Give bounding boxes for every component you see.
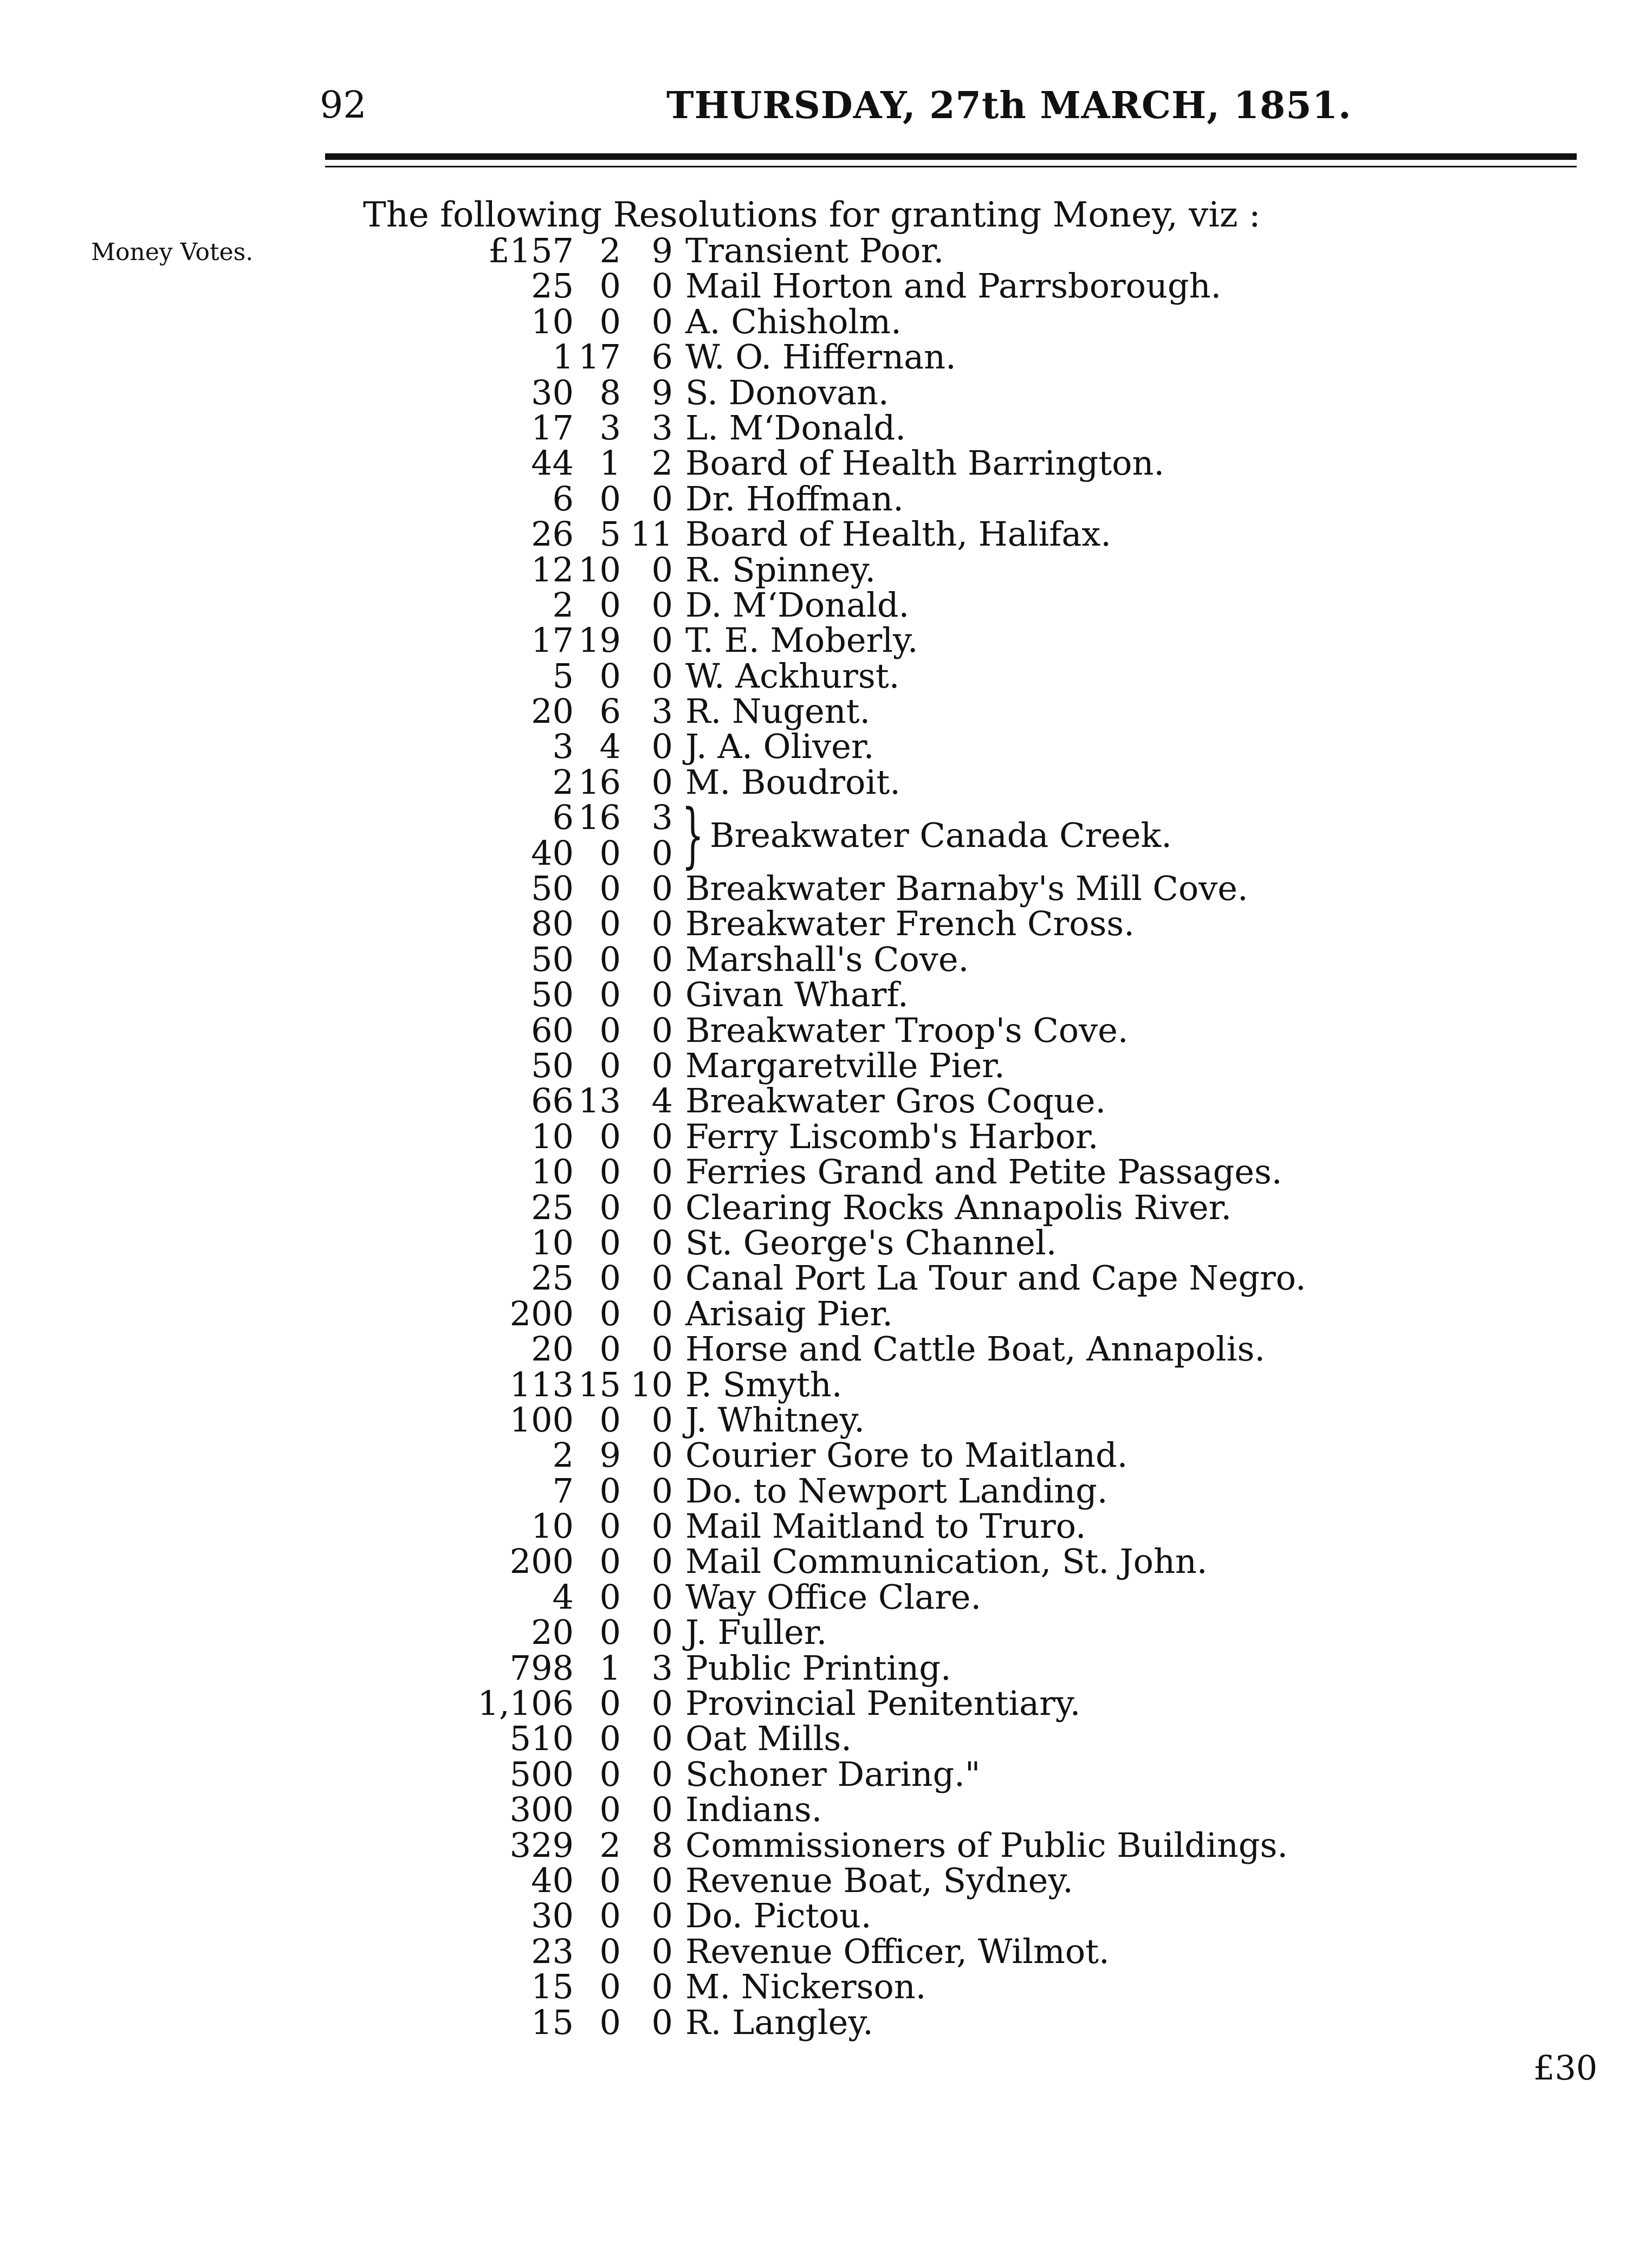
amount-shillings: 6 — [599, 691, 621, 731]
amount-shillings: 4 — [599, 727, 621, 767]
amount-pence: 0 — [651, 1683, 673, 1724]
entry-description: St. George's Channel. — [685, 1222, 1057, 1262]
amount-pounds: 60 — [531, 1010, 574, 1050]
amount-pounds: 2 — [552, 1435, 574, 1475]
amount-pence: 0 — [651, 266, 673, 306]
list-item — [0, 1081, 1652, 1121]
amount-shillings: 0 — [599, 1683, 621, 1724]
list-item — [0, 337, 1652, 377]
amount-pounds: 23 — [531, 1931, 574, 1971]
list-item — [0, 2002, 1652, 2042]
amount-pounds: 200 — [509, 1293, 574, 1333]
amount-pounds: 25 — [531, 1187, 574, 1227]
amount-shillings: 0 — [599, 478, 621, 519]
list-item — [0, 587, 1652, 623]
amount-pence: 0 — [651, 1754, 673, 1794]
entry-description: J. Fuller. — [685, 1612, 827, 1653]
entry-description: Courier Gore to Maitland. — [685, 1435, 1128, 1475]
list-item — [0, 1152, 1652, 1192]
entry-description: R. Langley. — [685, 2002, 873, 2042]
amount-shillings: 0 — [599, 1896, 621, 1936]
entry-description: Clearing Rocks Annapolis River. — [685, 1187, 1232, 1227]
list-item — [0, 1116, 1652, 1156]
amount-pounds: 329 — [509, 1825, 574, 1865]
entry-description: Revenue Boat, Sydney. — [685, 1860, 1073, 1900]
list-item — [0, 478, 1652, 519]
amount-pounds: 1,106 — [477, 1683, 574, 1724]
amount-pounds: 17 — [531, 620, 574, 660]
amount-pounds: 10 — [531, 1506, 574, 1546]
amount-pence: 0 — [651, 1577, 673, 1617]
amount-pounds: 100 — [509, 1400, 574, 1440]
amount-shillings: 0 — [599, 939, 621, 979]
amount-pence: 0 — [651, 1719, 673, 1759]
header-rule-thick — [325, 153, 1577, 160]
amount-shillings: 0 — [599, 1790, 621, 1830]
amount-pounds: 20 — [531, 691, 574, 731]
amount-pence: 0 — [651, 1045, 673, 1085]
list-item — [0, 620, 1652, 660]
entry-description: Transient Poor. — [685, 231, 944, 270]
list-item — [0, 1258, 1652, 1298]
amount-pounds: 1 — [552, 337, 574, 377]
entry-description: Canal Port La Tour and Cape Negro. — [685, 1258, 1306, 1298]
amount-pounds: 50 — [531, 939, 574, 979]
amount-pounds: 44 — [531, 443, 574, 483]
amount-shillings: 0 — [599, 1612, 621, 1653]
list-item — [0, 1579, 1652, 1615]
amount-shillings: 0 — [599, 1258, 621, 1298]
amount-shillings: 0 — [599, 1293, 621, 1333]
entry-description: Commissioners of Public Buildings. — [685, 1825, 1288, 1865]
amount-pounds: 25 — [531, 266, 574, 306]
amount-shillings: 0 — [599, 1967, 621, 2007]
amount-pence: 0 — [651, 762, 673, 802]
money-votes-list — [0, 233, 1652, 2040]
entry-description: T. E. Moberly. — [685, 620, 918, 660]
list-item — [0, 372, 1652, 412]
amount-pence: 0 — [651, 1293, 673, 1333]
entry-description: Indians. — [685, 1790, 822, 1830]
amount-pounds: 2 — [552, 585, 574, 625]
amount-pence: 0 — [651, 2002, 673, 2042]
entry-description: W. O. Hiffernan. — [685, 337, 956, 377]
amount-pence: 0 — [651, 939, 673, 979]
amount-pounds: 25 — [531, 1258, 574, 1298]
amount-pence: 3 — [651, 407, 673, 448]
amount-shillings: 10 — [578, 549, 621, 589]
entry-description: Breakwater Barnaby's Mill Cove. — [685, 869, 1248, 909]
amount-pence: 0 — [651, 1541, 673, 1582]
entry-description: Do. Pictou. — [685, 1896, 872, 1936]
list-item — [0, 1612, 1652, 1653]
amount-shillings: 0 — [599, 833, 621, 873]
list-item — [0, 1860, 1652, 1900]
amount-pence: 0 — [651, 727, 673, 767]
entry-description: Arisaig Pier. — [685, 1293, 893, 1333]
amount-pence: 0 — [651, 656, 673, 696]
list-item — [0, 869, 1652, 909]
entry-description: R. Nugent. — [685, 691, 871, 731]
amount-pence: 0 — [651, 1116, 673, 1156]
amount-pence: 0 — [651, 1931, 673, 1971]
amount-shillings: 0 — [599, 266, 621, 306]
list-item — [0, 1931, 1652, 1971]
amount-shillings: 0 — [599, 975, 621, 1015]
entry-description: J. Whitney. — [685, 1400, 865, 1440]
entry-description: Mail Horton and Parrsborough. — [685, 266, 1222, 306]
amount-pounds: 50 — [531, 869, 574, 909]
entry-description: Breakwater French Cross. — [685, 904, 1135, 944]
amount-pounds: 80 — [531, 904, 574, 944]
amount-pence: 3 — [651, 1648, 673, 1688]
amount-shillings: 17 — [578, 337, 621, 377]
amount-pence: 3 — [651, 798, 673, 838]
list-item — [0, 1754, 1652, 1794]
amount-pence: 6 — [651, 337, 673, 377]
amount-shillings: 0 — [599, 1931, 621, 1971]
amount-shillings: 0 — [599, 904, 621, 944]
amount-pounds: 798 — [509, 1648, 574, 1688]
amount-shillings: 0 — [599, 1045, 621, 1085]
list-item — [0, 445, 1652, 481]
amount-pence: 0 — [651, 1506, 673, 1546]
amount-shillings: 0 — [599, 1222, 621, 1262]
amount-pounds: 50 — [531, 975, 574, 1015]
list-item — [0, 549, 1652, 589]
entry-description: D. M‘Donald. — [685, 585, 910, 625]
amount-shillings: 0 — [599, 1116, 621, 1156]
amount-pounds: 113 — [509, 1364, 574, 1404]
brace-mark: } — [682, 794, 704, 877]
amount-pounds: 17 — [531, 407, 574, 448]
amount-pence: 0 — [651, 1187, 673, 1227]
amount-pounds: 50 — [531, 1045, 574, 1085]
entry-description: S. Donovan. — [685, 372, 889, 412]
entry-description: Schoner Daring." — [685, 1754, 981, 1794]
amount-pence: 0 — [651, 1400, 673, 1440]
amount-pence: 0 — [651, 1010, 673, 1050]
entry-description: J. A. Oliver. — [685, 727, 874, 767]
bracket-group-description: Breakwater Canada Creek. — [710, 815, 1172, 856]
amount-pounds: 3 — [552, 727, 574, 767]
entry-description: Breakwater Gros Coque. — [685, 1081, 1106, 1121]
amount-pence: 0 — [651, 549, 673, 589]
amount-pence: 0 — [651, 1612, 673, 1653]
list-item — [0, 1293, 1652, 1333]
amount-shillings: 19 — [578, 620, 621, 660]
amount-pounds: 20 — [531, 1329, 574, 1369]
running-head: THURSDAY, 27th MARCH, 1851. — [666, 84, 1352, 127]
amount-shillings: 13 — [578, 1081, 621, 1121]
amount-pounds: 7 — [552, 1470, 574, 1511]
amount-pounds: 40 — [531, 833, 574, 873]
entry-description: L. M‘Donald. — [685, 407, 906, 448]
amount-pence: 0 — [651, 478, 673, 519]
amount-shillings: 3 — [599, 407, 621, 448]
header-rule-thin — [325, 166, 1577, 167]
amount-shillings: 0 — [599, 1754, 621, 1794]
list-item — [0, 762, 1652, 802]
amount-shillings: 0 — [599, 1577, 621, 1617]
amount-shillings: 0 — [599, 1719, 621, 1759]
amount-shillings: 0 — [599, 1506, 621, 1546]
entry-description: P. Smyth. — [685, 1364, 843, 1404]
list-item — [0, 1967, 1652, 2007]
list-item — [0, 691, 1652, 731]
amount-pence: 0 — [651, 975, 673, 1015]
amount-pence: 9 — [651, 231, 673, 270]
entry-description: Dr. Hoffman. — [685, 478, 904, 519]
list-item — [0, 1045, 1652, 1085]
amount-shillings: 0 — [599, 1010, 621, 1050]
entry-description: R. Spinney. — [685, 549, 876, 589]
amount-pounds: 6 — [552, 478, 574, 519]
amount-shillings: 0 — [599, 1470, 621, 1511]
list-item — [0, 1508, 1652, 1544]
entry-description: Mail Communication, St. John. — [685, 1541, 1208, 1582]
list-item — [0, 1896, 1652, 1936]
amount-pence: 0 — [651, 1470, 673, 1511]
list-item — [0, 407, 1652, 448]
amount-pence: 0 — [651, 1967, 673, 2007]
amount-pence: 0 — [651, 1152, 673, 1192]
list-item — [0, 1719, 1652, 1759]
amount-pounds: 10 — [531, 1152, 574, 1192]
amount-pence: 0 — [651, 904, 673, 944]
amount-shillings: 2 — [599, 231, 621, 270]
entry-description: Marshall's Cove. — [685, 939, 969, 979]
list-item — [0, 939, 1652, 979]
amount-pounds: 10 — [531, 1222, 574, 1262]
list-item — [0, 658, 1652, 694]
margin-note: Money Votes. — [91, 238, 254, 266]
entry-description: Oat Mills. — [685, 1719, 852, 1759]
amount-pence: 10 — [630, 1364, 673, 1404]
amount-pounds: 10 — [531, 301, 574, 341]
amount-pounds: 2 — [552, 762, 574, 802]
amount-shillings: 0 — [599, 1152, 621, 1192]
amount-shillings: 9 — [599, 1435, 621, 1475]
amount-shillings: 0 — [599, 2002, 621, 2042]
list-item — [0, 1541, 1652, 1582]
amount-pence: 0 — [651, 1258, 673, 1298]
list-item — [0, 1222, 1652, 1262]
entry-description: Way Office Clare. — [685, 1577, 982, 1617]
amount-shillings: 0 — [599, 869, 621, 909]
amount-pounds: 500 — [509, 1754, 574, 1794]
entry-description: M. Boudroit. — [685, 762, 900, 802]
entry-description: Mail Maitland to Truro. — [685, 1506, 1086, 1546]
list-item — [0, 727, 1652, 767]
amount-shillings: 0 — [599, 1860, 621, 1900]
entry-description: Board of Health Barrington. — [685, 443, 1165, 483]
amount-pence: 4 — [651, 1081, 673, 1121]
amount-pounds: 6 — [552, 798, 574, 838]
entry-description: Do. to Newport Landing. — [685, 1470, 1108, 1511]
amount-shillings: 0 — [599, 1541, 621, 1582]
amount-shillings: 16 — [578, 762, 621, 802]
page-number: 92 — [320, 84, 367, 127]
amount-shillings: 2 — [599, 1825, 621, 1865]
amount-pounds: £157 — [488, 231, 574, 270]
amount-shillings: 0 — [599, 1400, 621, 1440]
list-item — [0, 975, 1652, 1015]
amount-shillings: 8 — [599, 372, 621, 412]
list-item — [0, 904, 1652, 944]
amount-pounds: 200 — [509, 1541, 574, 1582]
entry-description: Margaretville Pier. — [685, 1045, 1005, 1085]
amount-pence: 0 — [651, 1790, 673, 1830]
amount-shillings: 0 — [599, 585, 621, 625]
entry-description: Provincial Penitentiary. — [685, 1683, 1081, 1724]
amount-pence: 0 — [651, 585, 673, 625]
amount-shillings: 0 — [599, 656, 621, 696]
entry-description: W. Ackhurst. — [685, 656, 900, 696]
amount-shillings: 0 — [599, 1187, 621, 1227]
amount-pounds: 15 — [531, 2002, 574, 2042]
list-item — [0, 1329, 1652, 1369]
amount-pounds: 4 — [552, 1577, 574, 1617]
entry-description: Horse and Cattle Boat, Annapolis. — [685, 1329, 1265, 1369]
list-item — [0, 301, 1652, 341]
list-item — [0, 266, 1652, 306]
entry-description: Revenue Officer, Wilmot. — [685, 1931, 1110, 1971]
catchword: £30 — [1533, 2048, 1598, 2088]
entry-description: Givan Wharf. — [685, 975, 909, 1015]
entry-description: A. Chisholm. — [685, 301, 902, 341]
list-item — [0, 233, 1652, 268]
amount-pence: 0 — [651, 1329, 673, 1369]
entry-description: M. Nickerson. — [685, 1967, 927, 2007]
amount-pence: 2 — [651, 443, 673, 483]
amount-pounds: 300 — [509, 1790, 574, 1830]
amount-pence: 0 — [651, 620, 673, 660]
list-item — [0, 516, 1652, 552]
amount-pence: 0 — [651, 833, 673, 873]
amount-pence: 0 — [651, 1896, 673, 1936]
amount-pounds: 12 — [531, 549, 574, 589]
amount-pounds: 5 — [552, 656, 574, 696]
amount-pounds: 30 — [531, 372, 574, 412]
list-item — [0, 1790, 1652, 1830]
list-item — [0, 1437, 1652, 1473]
amount-pence: 8 — [651, 1825, 673, 1865]
intro-line: The following Resolutions for granting Money, viz : — [363, 195, 1261, 235]
amount-pence: 3 — [651, 691, 673, 731]
amount-pounds: 66 — [531, 1081, 574, 1121]
amount-pounds: 10 — [531, 1116, 574, 1156]
amount-shillings: 15 — [578, 1364, 621, 1404]
entry-description: Ferry Liscomb's Harbor. — [685, 1116, 1099, 1156]
list-item — [0, 1650, 1652, 1686]
list-item — [0, 1825, 1652, 1865]
amount-pence: 11 — [630, 514, 673, 554]
amount-pence: 9 — [651, 372, 673, 412]
amount-pence: 0 — [651, 301, 673, 341]
amount-shillings: 1 — [599, 443, 621, 483]
amount-pounds: 20 — [531, 1612, 574, 1653]
entry-description: Breakwater Troop's Cove. — [685, 1010, 1129, 1050]
amount-pence: 0 — [651, 1435, 673, 1475]
list-item — [0, 1470, 1652, 1511]
list-item — [0, 1683, 1652, 1724]
amount-pounds: 30 — [531, 1896, 574, 1936]
list-item — [0, 1364, 1652, 1404]
amount-pounds: 15 — [531, 1967, 574, 2007]
list-item — [0, 1400, 1652, 1440]
amount-pounds: 26 — [531, 514, 574, 554]
amount-shillings: 0 — [599, 1329, 621, 1369]
amount-shillings: 1 — [599, 1648, 621, 1688]
amount-pence: 0 — [651, 869, 673, 909]
amount-pounds: 510 — [509, 1719, 574, 1759]
amount-shillings: 5 — [599, 514, 621, 554]
amount-pounds: 40 — [531, 1860, 574, 1900]
list-item — [0, 1187, 1652, 1227]
amount-shillings: 0 — [599, 301, 621, 341]
entry-description: Public Printing. — [685, 1648, 951, 1688]
amount-pence: 0 — [651, 1222, 673, 1262]
entry-description: Ferries Grand and Petite Passages. — [685, 1152, 1282, 1192]
amount-shillings: 16 — [578, 798, 621, 838]
entry-description: Board of Health, Halifax. — [685, 514, 1111, 554]
list-item — [0, 1010, 1652, 1050]
amount-pence: 0 — [651, 1860, 673, 1900]
